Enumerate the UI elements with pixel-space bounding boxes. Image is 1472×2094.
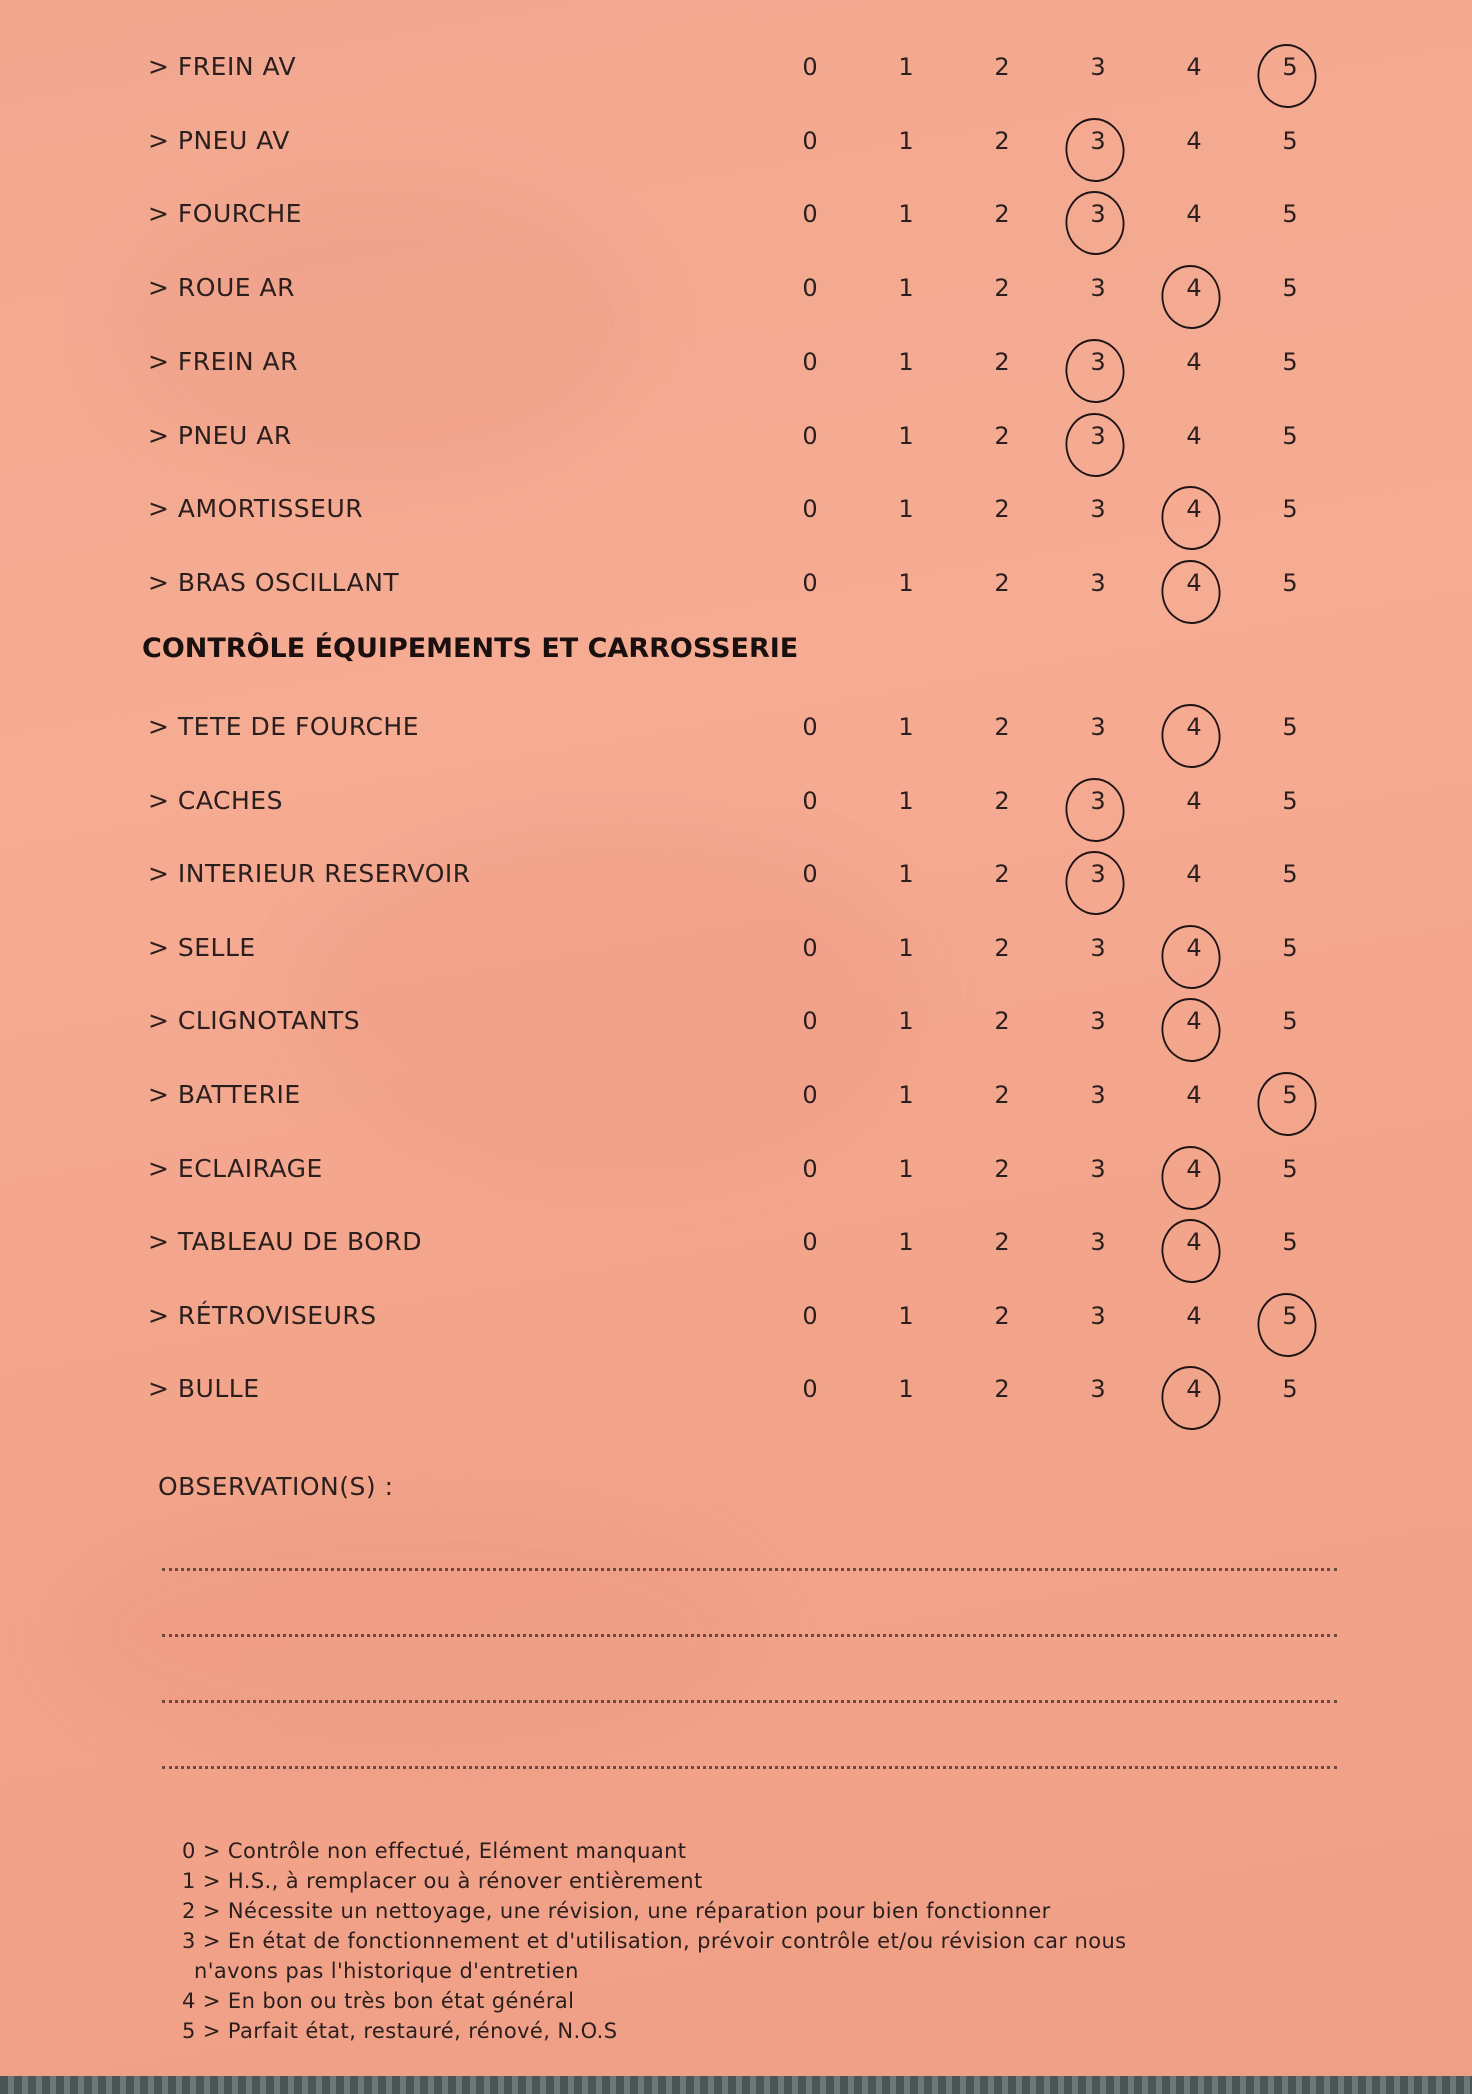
rating-option-value: 3 (1090, 421, 1106, 450)
rating-option-value: 5 (1282, 786, 1298, 815)
rating-option-2[interactable] (982, 934, 1022, 962)
selected-circle-mark (1157, 556, 1224, 628)
rating-option-value: 5 (1282, 1228, 1298, 1257)
rating-option-value: 3 (1090, 495, 1106, 524)
rating-option-5[interactable] (1270, 274, 1310, 302)
rating-option-2[interactable] (982, 348, 1022, 376)
rating-option-value: 0 (802, 786, 818, 815)
rating-option-5[interactable] (1270, 1155, 1310, 1183)
rating-row-label: > AMORTISSEUR (148, 494, 364, 524)
rating-option-value: 0 (802, 1081, 818, 1109)
rating-option-3[interactable] (1078, 787, 1118, 815)
rating-option-2[interactable] (982, 200, 1022, 228)
rating-option-value: 4 (1186, 786, 1202, 815)
rating-row (0, 556, 1472, 616)
rating-option-2[interactable] (982, 787, 1022, 815)
rating-option-2[interactable] (982, 422, 1022, 450)
rating-option-value: 4 (1186, 713, 1202, 741)
selected-circle-mark (1061, 114, 1128, 186)
rating-option-4[interactable] (1174, 422, 1214, 450)
rating-option-3[interactable] (1078, 422, 1118, 450)
rating-option-4[interactable] (1174, 1007, 1214, 1035)
rating-option-value: 3 (1090, 126, 1106, 155)
rating-option-value: 2 (994, 713, 1010, 741)
rating-option-value: 1 (898, 1301, 914, 1330)
rating-option-value: 5 (1282, 860, 1298, 889)
rating-option-value: 0 (802, 200, 818, 229)
rating-option-value: 2 (994, 1154, 1010, 1183)
selected-circle-mark (1157, 261, 1224, 333)
rating-row-label: > FREIN AR (148, 346, 298, 376)
rating-option-value: 5 (1282, 1081, 1298, 1109)
rating-option-value: 4 (1186, 1301, 1202, 1330)
rating-option-2[interactable] (982, 495, 1022, 523)
rating-option-value: 4 (1186, 347, 1202, 376)
selected-circle-mark (1157, 1215, 1224, 1287)
rating-option-value: 0 (802, 1007, 818, 1036)
selected-circle-mark (1253, 40, 1320, 112)
rating-option-3[interactable] (1078, 860, 1118, 888)
rating-option-2[interactable] (982, 1375, 1022, 1403)
rating-option-value: 2 (994, 1375, 1010, 1404)
rating-option-value: 0 (802, 126, 818, 155)
rating-option-value: 3 (1090, 53, 1106, 81)
rating-option-2[interactable] (982, 127, 1022, 155)
rating-option-value: 0 (802, 1301, 818, 1330)
rating-row (0, 409, 1472, 469)
rating-option-value: 3 (1090, 1228, 1106, 1257)
rating-option-value: 3 (1090, 1301, 1106, 1330)
rating-option-2[interactable] (982, 1081, 1022, 1109)
rating-option-value: 4 (1186, 568, 1202, 597)
rating-option-value: 5 (1282, 200, 1298, 229)
rating-row-label: > TETE DE FOURCHE (148, 712, 419, 741)
rating-row (0, 261, 1472, 321)
rating-option-value: 3 (1090, 713, 1106, 741)
rating-option-1[interactable] (886, 1228, 926, 1256)
rating-option-2[interactable] (982, 860, 1022, 888)
rating-option-3[interactable] (1078, 713, 1118, 741)
legend-item: 1 > H.S., à remplacer ou à rénover entièrement (182, 1869, 703, 1893)
rating-option-5[interactable] (1270, 713, 1310, 741)
rating-option-value: 5 (1282, 347, 1298, 376)
selected-circle-mark (1253, 1289, 1320, 1361)
rating-option-value: 0 (802, 713, 818, 741)
rating-row (0, 921, 1472, 981)
rating-option-0[interactable] (790, 1302, 830, 1330)
rating-option-value: 0 (802, 274, 818, 303)
rating-row (0, 187, 1472, 247)
rating-option-value: 3 (1090, 786, 1106, 815)
rating-option-2[interactable] (982, 1302, 1022, 1330)
rating-option-value: 1 (898, 786, 914, 815)
rating-option-2[interactable] (982, 274, 1022, 302)
rating-option-value: 5 (1282, 568, 1298, 597)
rating-option-value: 1 (898, 1375, 914, 1404)
rating-option-4[interactable] (1174, 53, 1214, 81)
observation-line[interactable] (162, 1568, 1337, 1571)
rating-option-0[interactable] (790, 1375, 830, 1403)
rating-row-label: > CACHES (148, 785, 283, 815)
rating-option-value: 3 (1090, 933, 1106, 962)
rating-option-1[interactable] (886, 53, 926, 81)
legend-item: 4 > En bon ou très bon état général (182, 1989, 575, 2013)
rating-option-4[interactable] (1174, 1155, 1214, 1183)
rating-option-value: 3 (1090, 1375, 1106, 1404)
rating-option-value: 3 (1090, 860, 1106, 889)
rating-option-4[interactable] (1174, 200, 1214, 228)
legend-item-continued: n'avons pas l'historique d'entretien (194, 1959, 579, 1983)
rating-option-5[interactable] (1270, 53, 1310, 81)
rating-option-0[interactable] (790, 787, 830, 815)
rating-option-value: 4 (1186, 1375, 1202, 1404)
rating-option-value: 1 (898, 860, 914, 889)
rating-option-1[interactable] (886, 1375, 926, 1403)
rating-option-4[interactable] (1174, 495, 1214, 523)
background-edge (0, 2076, 1472, 2094)
rating-row (0, 1215, 1472, 1275)
rating-option-value: 5 (1282, 1007, 1298, 1036)
rating-option-value: 4 (1186, 421, 1202, 450)
rating-option-value: 4 (1186, 933, 1202, 962)
rating-option-3[interactable] (1078, 495, 1118, 523)
section-title-equipment: CONTRÔLE ÉQUIPEMENTS ET CARROSSERIE (142, 633, 799, 664)
rating-row-label: > SELLE (148, 932, 256, 962)
rating-option-2[interactable] (982, 53, 1022, 81)
rating-option-5[interactable] (1270, 1228, 1310, 1256)
rating-option-1[interactable] (886, 1081, 926, 1109)
rating-option-5[interactable] (1270, 934, 1310, 962)
selected-circle-mark (1061, 774, 1128, 846)
legend-item: 0 > Contrôle non effectué, Elément manquant (182, 1839, 687, 1863)
rating-row-label: > PNEU AV (148, 125, 290, 155)
rating-option-0[interactable] (790, 348, 830, 376)
rating-option-3[interactable] (1078, 1375, 1118, 1403)
rating-option-5[interactable] (1270, 860, 1310, 888)
selected-circle-mark (1157, 1363, 1224, 1435)
rating-option-2[interactable] (982, 569, 1022, 597)
rating-option-value: 2 (994, 274, 1010, 303)
rating-option-3[interactable] (1078, 1155, 1118, 1183)
rating-option-value: 5 (1282, 53, 1298, 81)
rating-row (0, 700, 1472, 760)
rating-option-value: 0 (802, 347, 818, 376)
rating-option-3[interactable] (1078, 348, 1118, 376)
rating-option-3[interactable] (1078, 200, 1118, 228)
observations-label: OBSERVATION(S) : (158, 1472, 394, 1501)
rating-option-value: 5 (1282, 495, 1298, 524)
rating-option-4[interactable] (1174, 127, 1214, 155)
legend-item: 3 > En état de fonctionnement et d'utilisation, prévoir contrôle et/ou révision car nous (182, 1929, 1127, 1953)
rating-option-4[interactable] (1174, 787, 1214, 815)
selected-circle-mark (1157, 1142, 1224, 1214)
rating-option-value: 2 (994, 1228, 1010, 1257)
rating-option-5[interactable] (1270, 495, 1310, 523)
rating-option-value: 0 (802, 421, 818, 450)
rating-option-value: 4 (1186, 53, 1202, 81)
rating-option-4[interactable] (1174, 1302, 1214, 1330)
rating-option-5[interactable] (1270, 1375, 1310, 1403)
rating-option-2[interactable] (982, 713, 1022, 741)
rating-option-value: 2 (994, 1081, 1010, 1109)
rating-option-4[interactable] (1174, 860, 1214, 888)
rating-option-5[interactable] (1270, 422, 1310, 450)
rating-option-value: 5 (1282, 713, 1298, 741)
rating-option-1[interactable] (886, 787, 926, 815)
rating-option-value: 0 (802, 1154, 818, 1183)
rating-option-value: 3 (1090, 347, 1106, 376)
rating-option-3[interactable] (1078, 127, 1118, 155)
rating-option-1[interactable] (886, 495, 926, 523)
rating-option-1[interactable] (886, 127, 926, 155)
rating-option-4[interactable] (1174, 1081, 1214, 1109)
rating-option-1[interactable] (886, 934, 926, 962)
rating-row-label: > CLIGNOTANTS (148, 1006, 361, 1036)
rating-row-label: > INTERIEUR RESERVOIR (148, 859, 471, 889)
rating-option-value: 2 (994, 1301, 1010, 1330)
selected-circle-mark (1157, 482, 1224, 554)
rating-option-5[interactable] (1270, 200, 1310, 228)
rating-option-0[interactable] (790, 1155, 830, 1183)
rating-option-value: 1 (898, 495, 914, 524)
rating-option-2[interactable] (982, 1228, 1022, 1256)
rating-option-value: 2 (994, 860, 1010, 889)
rating-option-1[interactable] (886, 200, 926, 228)
rating-option-value: 1 (898, 347, 914, 376)
rating-option-value: 5 (1282, 126, 1298, 155)
rating-option-0[interactable] (790, 934, 830, 962)
rating-option-3[interactable] (1078, 274, 1118, 302)
rating-row-label: > FOURCHE (148, 199, 302, 229)
rating-option-value: 1 (898, 1228, 914, 1257)
rating-option-value: 5 (1282, 421, 1298, 450)
rating-row (0, 482, 1472, 542)
selected-circle-mark (1061, 409, 1128, 481)
rating-option-value: 3 (1090, 568, 1106, 597)
rating-option-4[interactable] (1174, 713, 1214, 741)
rating-option-5[interactable] (1270, 127, 1310, 155)
rating-row-label: > ECLAIRAGE (148, 1153, 323, 1183)
rating-option-value: 1 (898, 53, 914, 81)
rating-option-2[interactable] (982, 1007, 1022, 1035)
rating-option-4[interactable] (1174, 1375, 1214, 1403)
rating-option-value: 4 (1186, 860, 1202, 889)
rating-option-value: 3 (1090, 274, 1106, 303)
rating-option-1[interactable] (886, 274, 926, 302)
rating-option-1[interactable] (886, 860, 926, 888)
rating-option-value: 0 (802, 1228, 818, 1257)
rating-option-value: 1 (898, 200, 914, 229)
rating-row-label: > FREIN AV (148, 52, 297, 81)
rating-option-4[interactable] (1174, 348, 1214, 376)
rating-option-value: 2 (994, 53, 1010, 81)
rating-option-3[interactable] (1078, 1228, 1118, 1256)
rating-row (0, 1068, 1472, 1128)
rating-option-value: 0 (802, 568, 818, 597)
rating-option-value: 4 (1186, 1228, 1202, 1257)
rating-row (0, 114, 1472, 174)
rating-option-3[interactable] (1078, 569, 1118, 597)
selected-circle-mark (1253, 1068, 1320, 1140)
rating-option-3[interactable] (1078, 53, 1118, 81)
rating-option-value: 2 (994, 126, 1010, 155)
rating-option-5[interactable] (1270, 1302, 1310, 1330)
rating-option-value: 2 (994, 200, 1010, 229)
selected-circle-mark (1061, 188, 1128, 260)
observation-line[interactable] (162, 1700, 1337, 1703)
rating-option-1[interactable] (886, 1155, 926, 1183)
rating-option-value: 4 (1186, 1154, 1202, 1183)
rating-option-5[interactable] (1270, 1081, 1310, 1109)
rating-option-1[interactable] (886, 1302, 926, 1330)
rating-row (0, 994, 1472, 1054)
rating-option-0[interactable] (790, 127, 830, 155)
rating-option-value: 5 (1282, 274, 1298, 303)
selected-circle-mark (1061, 335, 1128, 407)
rating-option-value: 0 (802, 495, 818, 524)
rating-option-value: 1 (898, 1081, 914, 1109)
rating-option-1[interactable] (886, 1007, 926, 1035)
rating-option-value: 4 (1186, 495, 1202, 524)
rating-option-value: 0 (802, 1375, 818, 1404)
rating-row (0, 1362, 1472, 1422)
rating-option-value: 1 (898, 713, 914, 741)
rating-option-value: 1 (898, 421, 914, 450)
rating-option-5[interactable] (1270, 1007, 1310, 1035)
rating-option-4[interactable] (1174, 934, 1214, 962)
rating-option-4[interactable] (1174, 1228, 1214, 1256)
rating-option-0[interactable] (790, 860, 830, 888)
rating-option-value: 0 (802, 860, 818, 889)
rating-row (0, 847, 1472, 907)
rating-option-3[interactable] (1078, 934, 1118, 962)
rating-option-value: 5 (1282, 1375, 1298, 1404)
rating-option-0[interactable] (790, 713, 830, 741)
selected-circle-mark (1157, 995, 1224, 1067)
rating-option-2[interactable] (982, 1155, 1022, 1183)
rating-row-label: > BATTERIE (148, 1080, 301, 1109)
rating-option-value: 4 (1186, 126, 1202, 155)
rating-row-label: > PNEU AR (148, 420, 292, 450)
rating-option-value: 1 (898, 126, 914, 155)
rating-legend (182, 1836, 1342, 2046)
rating-option-5[interactable] (1270, 348, 1310, 376)
rating-option-value: 2 (994, 421, 1010, 450)
rating-option-value: 2 (994, 933, 1010, 962)
rating-option-5[interactable] (1270, 787, 1310, 815)
rating-row-label: > RÉTROVISEURS (148, 1300, 377, 1330)
rating-option-value: 2 (994, 347, 1010, 376)
rating-option-value: 4 (1186, 200, 1202, 229)
legend-item: 2 > Nécessite un nettoyage, une révision, une réparation pour bien fonctionner (182, 1899, 1051, 1923)
rating-option-value: 2 (994, 1007, 1010, 1036)
rating-option-value: 2 (994, 568, 1010, 597)
rating-option-value: 5 (1282, 1301, 1298, 1330)
selected-circle-mark (1157, 700, 1224, 772)
rating-option-0[interactable] (790, 569, 830, 597)
rating-option-value: 1 (898, 568, 914, 597)
rating-option-value: 3 (1090, 200, 1106, 229)
rating-option-4[interactable] (1174, 569, 1214, 597)
rating-row-label: > BRAS OSCILLANT (148, 567, 400, 597)
rating-option-value: 1 (898, 274, 914, 303)
legend-item: 5 > Parfait état, restauré, rénové, N.O.S (182, 2019, 618, 2043)
rating-option-value: 0 (802, 933, 818, 962)
observation-line[interactable] (162, 1766, 1337, 1769)
rating-option-value: 4 (1186, 1007, 1202, 1036)
rating-row-label: > TABLEAU DE BORD (148, 1227, 423, 1257)
selected-circle-mark (1061, 847, 1128, 919)
rating-row (0, 1142, 1472, 1202)
rating-option-value: 2 (994, 786, 1010, 815)
rating-option-0[interactable] (790, 1007, 830, 1035)
rating-option-0[interactable] (790, 1081, 830, 1109)
rating-option-value: 0 (802, 53, 818, 81)
rating-option-value: 4 (1186, 274, 1202, 303)
rating-option-0[interactable] (790, 53, 830, 81)
rating-option-value: 3 (1090, 1081, 1106, 1109)
rating-option-value: 3 (1090, 1007, 1106, 1036)
rating-option-3[interactable] (1078, 1081, 1118, 1109)
rating-row (0, 40, 1472, 100)
rating-option-value: 5 (1282, 1154, 1298, 1183)
rating-option-value: 1 (898, 933, 914, 962)
observation-line[interactable] (162, 1634, 1337, 1637)
rating-option-value: 1 (898, 1007, 914, 1036)
rating-option-5[interactable] (1270, 569, 1310, 597)
rating-option-0[interactable] (790, 495, 830, 523)
rating-option-0[interactable] (790, 1228, 830, 1256)
rating-row (0, 774, 1472, 834)
rating-row-label: > ROUE AR (148, 273, 295, 303)
rating-option-value: 4 (1186, 1081, 1202, 1109)
rating-option-0[interactable] (790, 274, 830, 302)
rating-option-0[interactable] (790, 200, 830, 228)
rating-option-1[interactable] (886, 569, 926, 597)
rating-option-value: 5 (1282, 933, 1298, 962)
rating-option-0[interactable] (790, 422, 830, 450)
rating-option-value: 3 (1090, 1154, 1106, 1183)
rating-option-1[interactable] (886, 348, 926, 376)
rating-option-value: 2 (994, 495, 1010, 524)
rating-row-label: > BULLE (148, 1374, 260, 1404)
selected-circle-mark (1157, 921, 1224, 993)
rating-option-1[interactable] (886, 422, 926, 450)
rating-row (0, 335, 1472, 395)
rating-row (0, 1289, 1472, 1349)
rating-option-3[interactable] (1078, 1302, 1118, 1330)
rating-option-4[interactable] (1174, 274, 1214, 302)
rating-option-1[interactable] (886, 713, 926, 741)
rating-option-3[interactable] (1078, 1007, 1118, 1035)
rating-option-value: 1 (898, 1154, 914, 1183)
